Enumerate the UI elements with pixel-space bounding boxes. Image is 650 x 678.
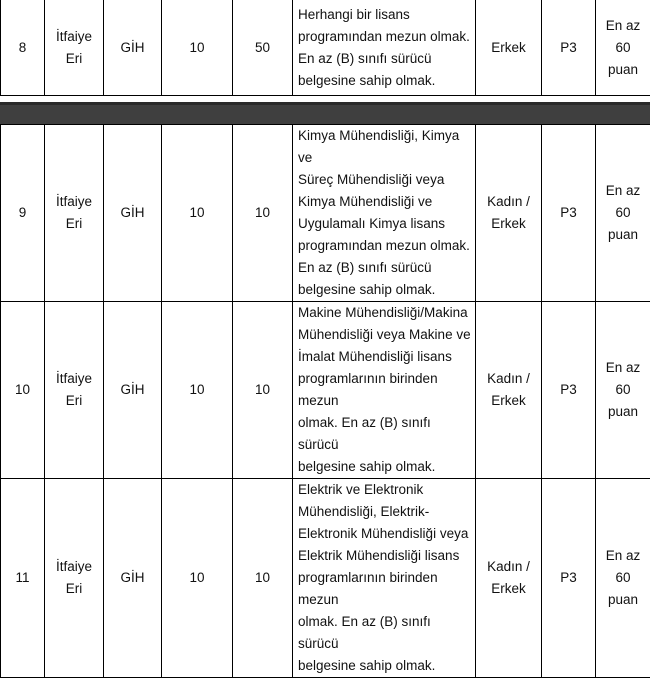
score-cell: En az 60 puan	[596, 125, 650, 302]
kpss-cell: P3	[542, 0, 596, 96]
requirements-cell: Kimya Mühendisliği, Kimya ve Süreç Mühendisliği veya Kimya Mühendisliği ve Uygulamalı Kimya lisans programından mezun olmak. En az (B) sınıfı sürücü belgesine sahip olmak.	[293, 125, 476, 302]
row-number: 11	[1, 479, 45, 678]
class-cell: GİH	[104, 302, 162, 479]
gender-cell: Kadın / Erkek	[476, 479, 542, 678]
row-number: 10	[1, 302, 45, 479]
positions-table-bottom	[0, 124, 650, 678]
class-cell: GİH	[104, 125, 162, 302]
requirements-cell: Herhangi bir lisans programından mezun olmak. En az (B) sınıfı sürücü belgesine sahip olmak.	[293, 0, 476, 96]
value-b-cell: 50	[233, 0, 293, 96]
value-b-cell: 10	[233, 302, 293, 479]
table-row	[1, 0, 650, 96]
kpss-cell: P3	[542, 125, 596, 302]
value-b-cell: 10	[233, 125, 293, 302]
page-separator-band	[0, 102, 650, 124]
position-title: İtfaiye Eri	[45, 479, 104, 678]
positions-table-top	[0, 0, 650, 96]
value-a-cell: 10	[162, 125, 233, 302]
table-row	[1, 479, 650, 678]
requirements-cell: Elektrik ve Elektronik Mühendisliği, Elektrik- Elektronik Mühendisliği veya Elektrik Mühendisliği lisans programlarının birinden mezun olmak. En az (B) sınıfı sürücü belgesine sahip olmak.	[293, 479, 476, 678]
row-number: 9	[1, 125, 45, 302]
table-row	[1, 125, 650, 302]
table-row	[1, 302, 650, 479]
score-cell: En az 60 puan	[596, 302, 650, 479]
page-separator-edge	[0, 102, 650, 105]
value-a-cell: 10	[162, 0, 233, 96]
kpss-cell: P3	[542, 302, 596, 479]
position-title: İtfaiye Eri	[45, 302, 104, 479]
requirements-cell: Makine Mühendisliği/Makina Mühendisliği veya Makine ve İmalat Mühendisliği lisans programlarının birinden mezun olmak. En az (B) sınıfı sürücü belgesine sahip olmak.	[293, 302, 476, 479]
score-cell: En az 60 puan	[596, 0, 650, 96]
value-a-cell: 10	[162, 302, 233, 479]
kpss-cell: P3	[542, 479, 596, 678]
position-title: İtfaiye Eri	[45, 125, 104, 302]
gender-cell: Kadın / Erkek	[476, 125, 542, 302]
row-number: 8	[1, 0, 45, 96]
value-b-cell: 10	[233, 479, 293, 678]
score-cell: En az 60 puan	[596, 479, 650, 678]
gender-cell: Kadın / Erkek	[476, 302, 542, 479]
value-a-cell: 10	[162, 479, 233, 678]
class-cell: GİH	[104, 0, 162, 96]
gender-cell: Erkek	[476, 0, 542, 96]
class-cell: GİH	[104, 479, 162, 678]
position-title: İtfaiye Eri	[45, 0, 104, 96]
